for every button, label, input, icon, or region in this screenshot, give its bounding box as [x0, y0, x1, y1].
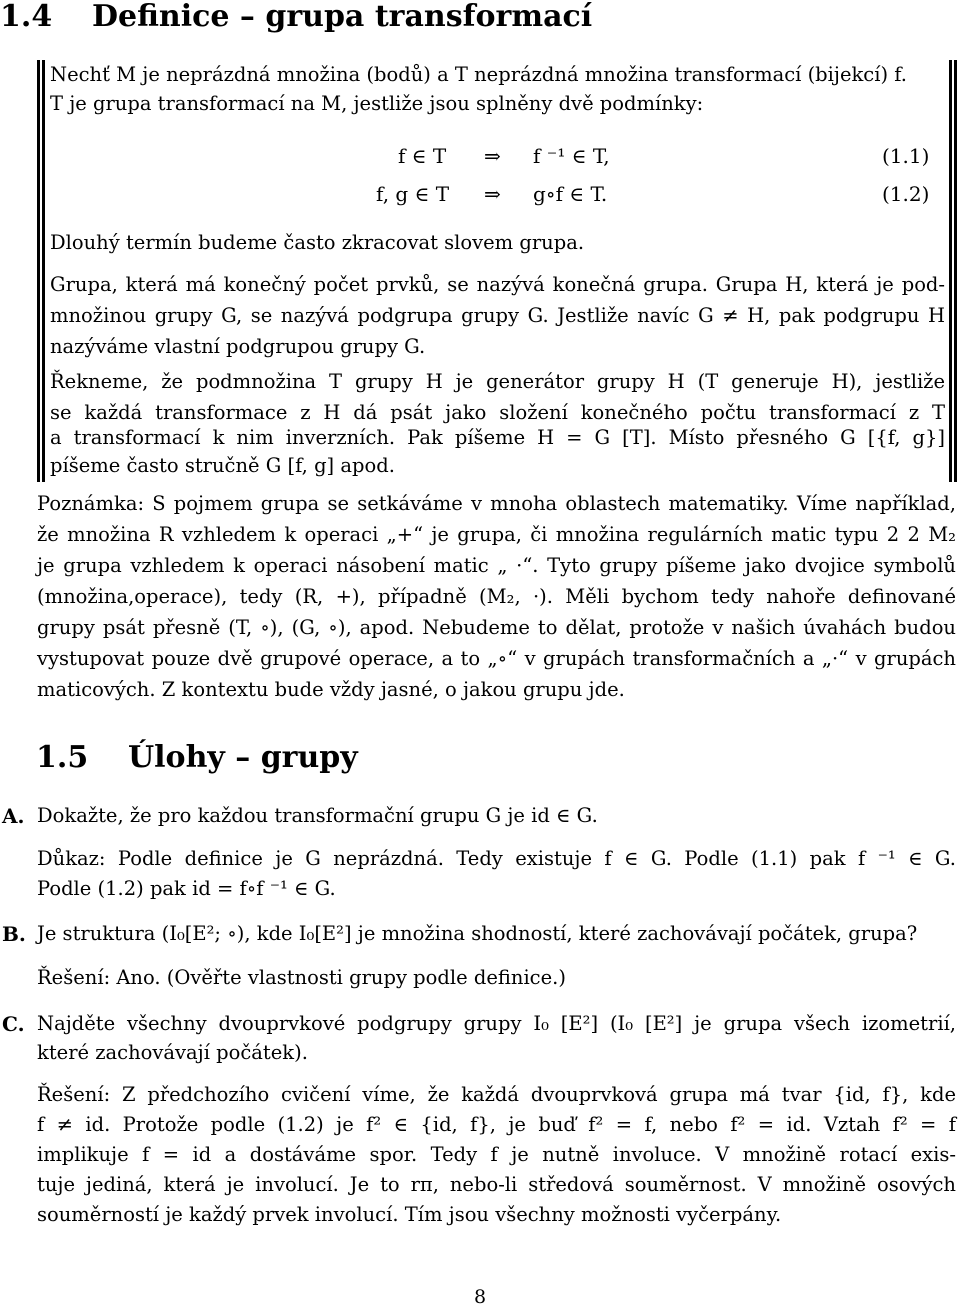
- page-number: 8: [473, 1286, 487, 1308]
- remark-line: že množina R vzhledem k operaci „+“ je grupa, či množina regulárních matic typu 2 2 M₂: [37, 523, 956, 546]
- section-number: 1.5: [36, 740, 89, 775]
- proof-line: Podle (1.2) pak id = f∘f ⁻¹ ∈ G.: [37, 877, 336, 900]
- equation-2-right: g∘f ∈ T.: [533, 182, 608, 206]
- definition-line: se každá transformace z H dá psát jako složení konečného počtu transformací z T: [50, 401, 945, 424]
- remark-line: maticových. Z kontextu bude vždy jasné, o jakou grupu jde.: [37, 678, 625, 701]
- definition-line: Nechť M je neprázdná množina (bodů) a T neprázdná množina transformací (bijekcí) f.: [50, 63, 907, 86]
- definition-line: množinou grupy G, se nazývá podgrupa grupy G. Jestliže navíc G ≠ H, pak podgrupu H: [50, 304, 945, 327]
- exercise-c-line: které zachovávají počátek).: [37, 1041, 308, 1064]
- exercise-b-text: Je struktura (I₀[E²; ∘), kde I₀[E²] je množina shodností, které zachovávají počátek, grupa?: [37, 922, 918, 945]
- exercise-c-solution-line: Řešení: Z předchozího cvičení víme, že každá dvouprvková grupa má tvar {id, f}, kde: [37, 1083, 956, 1106]
- equation-2-number: (1.2): [882, 182, 930, 206]
- section-heading-1-5: [36, 741, 358, 775]
- section-title: Definice – grupa transformací: [92, 0, 593, 34]
- equation-1-left: f ∈ T: [398, 144, 447, 168]
- exercise-c-solution-line: implikuje f = id a dostáváme spor. Tedy f je nutně involuce. V množině rotací exis-: [37, 1143, 956, 1166]
- exercise-c-solution-line: souměrností je každý prvek involucí. Tím jsou všechny možnosti vyčerpány.: [37, 1203, 782, 1226]
- definition-box-rule-left-outer: [37, 60, 40, 482]
- equation-1-number: (1.1): [882, 144, 930, 168]
- equation-2-left: f, g ∈ T: [376, 182, 450, 206]
- definition-box-rule-left-inner: [42, 60, 45, 482]
- definition-line: Grupa, která má konečný počet prvků, se nazývá konečná grupa. Grupa H, která je pod-: [50, 273, 945, 296]
- remark-line: grupy psát přesně (T, ∘), (G, ∘), apod. Nebudeme to dělat, protože v našich úvahách budou: [37, 616, 956, 639]
- exercise-a-label: A.: [2, 804, 25, 828]
- equation-2-arrow: ⇒: [484, 182, 501, 206]
- remark-line: vystupovat pouze dvě grupové operace, a to „∘“ v grupách transformačních a „·“ v grupách: [37, 647, 956, 670]
- definition-line: Dlouhý termín budeme často zkracovat slovem grupa.: [50, 231, 585, 254]
- definition-line: nazýváme vlastní podgrupou grupy G.: [50, 335, 426, 358]
- exercise-a-text: Dokažte, že pro každou transformační grupu G je id ∈ G.: [37, 804, 598, 827]
- exercise-c-line: Najděte všechny dvouprvkové podgrupy grupy I₀ [E²] (I₀ [E²] je grupa všech izometrií,: [37, 1012, 956, 1035]
- definition-line: T je grupa transformací na M, jestliže jsou splněny dvě podmínky:: [50, 92, 704, 115]
- equation-1-right: f ⁻¹ ∈ T,: [533, 144, 610, 168]
- exercise-b-solution: Řešení: Ano. (Ověřte vlastnosti grupy podle definice.): [37, 966, 566, 989]
- exercise-b-label: B.: [2, 922, 26, 946]
- exercise-c-solution-line: tuje jediná, která je involucí. Je to rπ, nebo-li středová souměrnost. V množině osových: [37, 1173, 956, 1196]
- definition-line: a transformací k nim inverzních. Pak píšeme H = G [T]. Místo přesného G [{f, g}]: [50, 426, 945, 449]
- remark-line: (množina,operace), tedy (R, +), případně (M₂, ·). Měli bychom tedy nahoře definované: [37, 585, 956, 608]
- remark-line: je grupa vzhledem k operaci násobení matic „ ·“. Tyto grupy píšeme jako dvojice symbolů: [37, 554, 956, 577]
- section-heading-1-4: [0, 0, 592, 34]
- equation-1-arrow: ⇒: [484, 144, 501, 168]
- exercise-c-label: C.: [2, 1012, 25, 1036]
- section-title: Úlohy – grupy: [128, 740, 358, 775]
- exercise-c-solution-line: f ≠ id. Protože podle (1.2) je f² ∈ {id, f}, je buď f² = f, nebo f² = id. Vztah f² = f: [37, 1113, 956, 1136]
- definition-line: píšeme často stručně G [f, g] apod.: [50, 454, 395, 477]
- definition-box-rule-right-inner: [949, 60, 952, 482]
- remark-line: Poznámka: S pojmem grupa se setkáváme v mnoha oblastech matematiky. Víme například,: [37, 492, 956, 515]
- section-number: 1.4: [0, 0, 53, 34]
- definition-line: Řekneme, že podmnožina T grupy H je generátor grupy H (T generuje H), jestliže: [50, 370, 945, 393]
- proof-line: Důkaz: Podle definice je G neprázdná. Tedy existuje f ∈ G. Podle (1.1) pak f ⁻¹ ∈ G.: [37, 847, 956, 870]
- definition-box-rule-right-outer: [954, 60, 957, 482]
